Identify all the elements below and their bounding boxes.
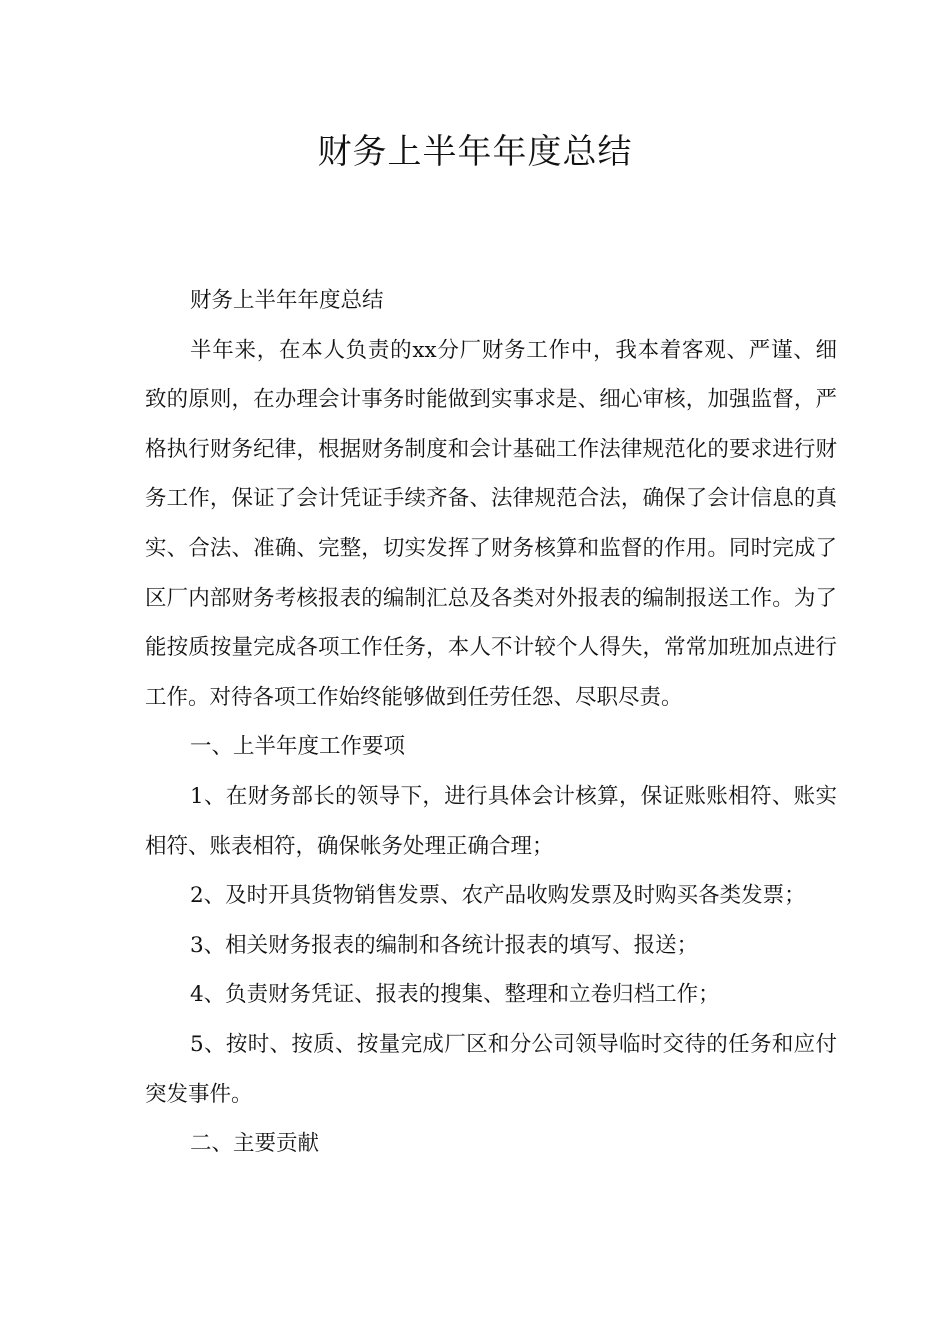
section-heading-work-items: 一、上半年度工作要项 xyxy=(190,734,406,760)
intro-paragraph: 半年来，在本人负责的xx分厂财务工作中，我本着客观、严谨、细致的原则，在办理会计事务时能做到实事求是、细心审核，加强监督，严格执行财务纪律，根据财务制度和会计基础工作法律规范化的要求进行财务工作，保证了会计凭证手续齐备、法律规范合法，确保了会计信息的真实、合法、准确、完整，切实发挥了财务核算和监督的作用。同时完成了区厂内部财务考核报表的编制汇总及各类对外报表的编制报送工作。为了能按质按量完成各项工作任务，本人不计较个人得失，常常加班加点进行工作。对待各项工作始终能够做到任劳任怨、尽职尽责。 xyxy=(145,337,837,710)
work-item-1: 1、在财务部长的领导下，进行具体会计核算，保证账账相符、账实相符、账表相符，确保帐务处理正确合理； xyxy=(145,783,837,859)
section-heading-contributions: 二、主要贡献 xyxy=(190,1131,320,1157)
work-item-3: 3、相关财务报表的编制和各统计报表的填写、报送； xyxy=(190,932,699,958)
document-body xyxy=(145,276,837,1169)
document-title: 财务上半年年度总结 xyxy=(317,132,633,172)
body-heading-paragraph: 财务上半年年度总结 xyxy=(190,288,384,313)
work-item-2: 2、及时开具货物销售发票、农产品收购发票及时购买各类发票； xyxy=(190,883,806,909)
work-item-5: 5、按时、按质、按量完成厂区和分公司领导临时交待的任务和应付突发事件。 xyxy=(145,1031,837,1107)
work-item-4: 4、负责财务凭证、报表的搜集、整理和立卷归档工作； xyxy=(190,982,720,1008)
